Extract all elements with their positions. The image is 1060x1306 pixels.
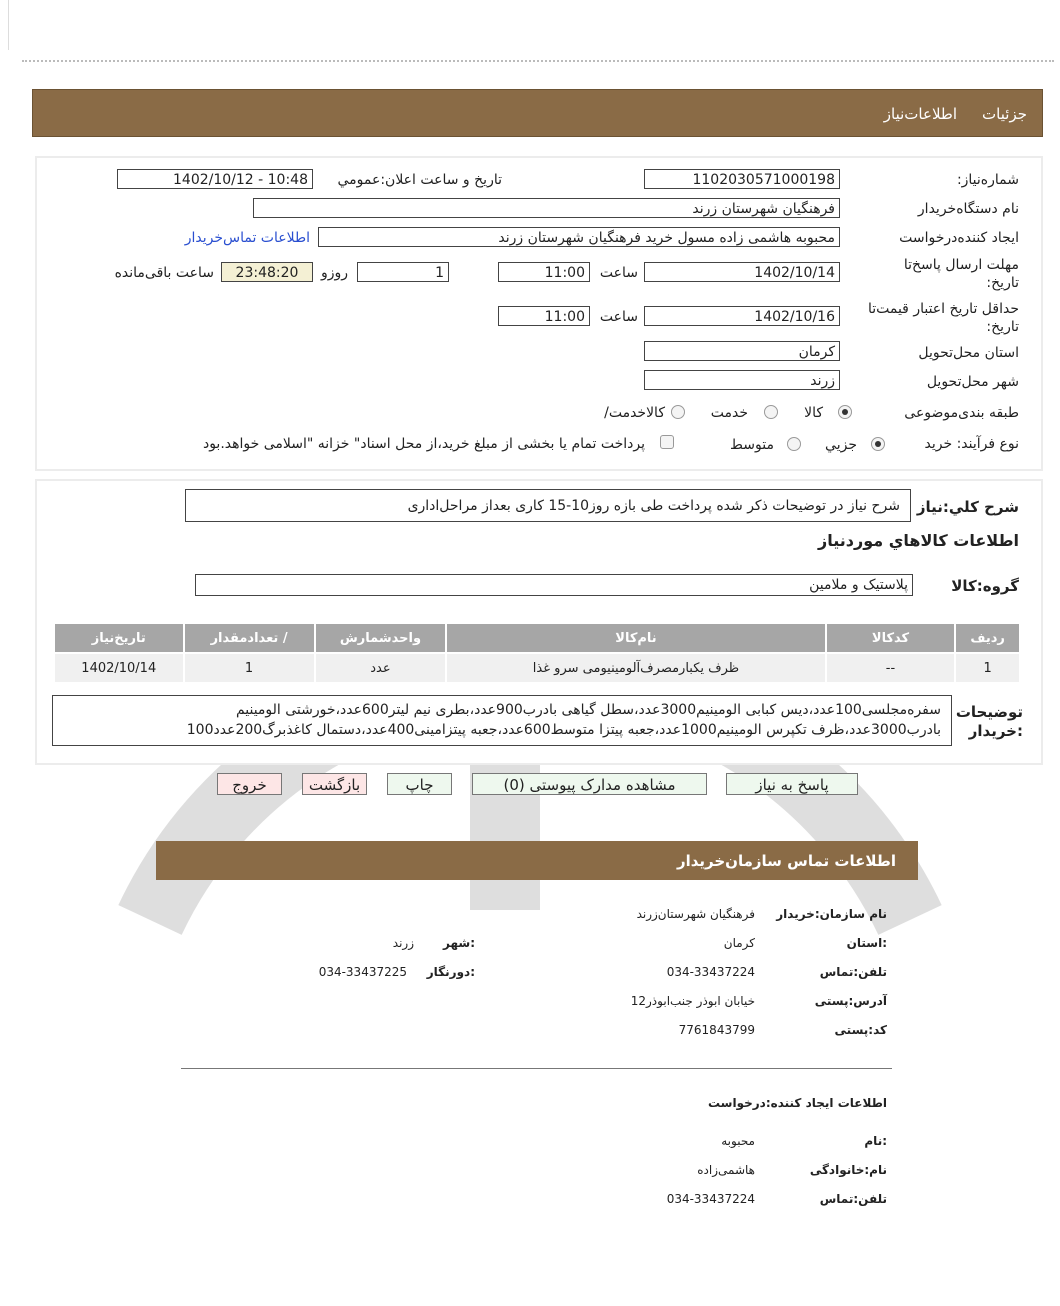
validity-date-field: 1402/10/16 [644,306,840,326]
buyer-contact-title: اطلاعات تماس سازمان‌خریدار [676,852,896,870]
tab-details[interactable]: جزئیات [982,105,1027,123]
col-row-number: ردیف [956,624,1019,652]
contact-address-value: خیابان ابوذر جنب‌ابوذر12 [630,994,755,1008]
contact-province-label: :استان [846,936,887,950]
creator-label: ایجاد کننده‌درخواست [899,230,1019,246]
process-radio-medium[interactable] [787,437,801,451]
org-name-label: نام سازمان:خریدار [776,907,887,921]
contact-divider [181,1068,892,1069]
contact-city-value: زرند [392,936,414,950]
category-label: طبقه بندی‌موضوعی [904,405,1019,421]
cell-row-number: 1 [956,654,1019,682]
buyer-notes-line2: بادرب3000عدد،ظرف تکپرس الومینیم1000عدد،جعبه پیتزا متوسط600عدد،جعبه پیتزامینی400عدد،دستمال کاغذبرگ200عدد100 [186,722,941,738]
city-field: زرند [644,370,840,390]
contact-phone-label: تلفن:تماس [819,965,887,979]
contact-province-value: کرمان [723,936,755,950]
contact-phone-value: 034-33437224 [666,965,755,979]
process-option-medium: متوسط [730,437,774,453]
cell-quantity: 1 [185,654,314,682]
contact-postal-label: کد:پستی [834,1023,887,1037]
category-option-goods: کالا [804,405,823,421]
creator-info-title: اطلاعات ایجاد کننده:درخواست [707,1096,887,1110]
back-button[interactable]: بازگشت [302,773,367,795]
contact-fax-value: 034-33437225 [318,965,407,979]
buyer-org-label: نام دستگاه‌خریدار [917,201,1019,217]
buyer-notes-field [52,695,952,746]
creator-name-value: محبوبه [721,1134,755,1148]
category-radio-service[interactable] [764,405,778,419]
group-label: گروه:کالا [951,577,1019,595]
table-header-row [55,624,1019,652]
creator-family-label: نام:خانوادگی [809,1163,887,1177]
send-time-field: 11:00 [498,262,590,282]
exit-button[interactable]: خروج [217,773,282,795]
need-number-field: 1102030571000198 [644,169,840,189]
send-deadline-label [904,256,1019,292]
top-tab-bar [32,89,1043,137]
category-radio-goods[interactable] [838,405,852,419]
contact-city-label: :شهر [443,936,475,950]
treasury-payment-note: پرداخت تمام یا بخشی از مبلغ خرید،از محل اسناد" خزانه "اسلامی خواهد.بود [202,436,645,452]
send-time-label: ساعت [599,265,638,281]
print-button[interactable]: چاپ [387,773,452,795]
buyer-notes-label [956,703,1023,741]
buyer-notes-line1: سفره‌مجلسی100عدد،دیس کبابی الومینیم3000عدد،سطل گیاهی بادرب900عدد،بطری نیم لیتر600عدد،خورشتی الومینیم [235,702,941,718]
process-option-minor: جزیي [825,437,857,453]
send-deadline-label-line1: مهلت ارسال پاسخ‌تا [903,257,1019,273]
send-date-field: 1402/10/14 [644,262,840,282]
creator-field: محبوبه هاشمی زاده مسول خرید فرهنگیان شهرستان زرند [318,227,840,247]
days-label: روزو [320,265,348,281]
col-quantity: / تعدادمقدار [185,624,314,652]
contact-address-label: آدرس:پستی [814,994,887,1008]
cell-item-code: -- [827,654,955,682]
buyer-contact-header [156,841,918,880]
contact-fax-label: :دورنگار [426,965,475,979]
items-table [53,622,1021,684]
cell-unit: عدد [316,654,446,682]
col-unit: واحدشمارش [316,624,446,652]
page-edge-line [8,0,9,50]
items-section-title: اطلاعات کالاهاي موردنیاز [818,531,1019,550]
group-field: پلاستیک و ملامین [195,574,913,596]
col-item-name: نام‌کالا [447,624,824,652]
min-validity-label-line1: حداقل تاریخ اعتبار قیمت‌تا [867,301,1019,317]
validity-time-label: ساعت [599,309,638,325]
send-deadline-label-line2: تاریخ: [986,275,1019,291]
treasury-payment-checkbox[interactable] [660,435,674,449]
creator-phone-label: تلفن:تماس [819,1192,887,1206]
announce-field: 1402/10/12 - 10:48 [117,169,313,189]
process-radio-minor[interactable] [871,437,885,451]
general-desc-label: شرح کلي:نیاز [916,498,1019,516]
min-validity-label [868,300,1019,336]
category-option-service: خدمت [710,405,748,421]
buyer-notes-label-line1: توضیحات [955,703,1023,721]
province-label: استان محل‌تحویل [918,345,1019,361]
col-item-code: کدکالا [827,624,955,652]
creator-name-label: :نام [864,1134,887,1148]
col-need-date: تاریخ‌نیاز [55,624,183,652]
tab-need-info[interactable]: اطلاعات‌نیاز [883,105,957,123]
remaining-label: ساعت باقی‌مانده [114,265,214,281]
attachments-button[interactable]: مشاهده مدارک پیوستی (0) [472,773,707,795]
category-option-goods-service: کالاخدمت/ [604,405,665,421]
announce-label: تاریخ و ساعت اعلان:عمومي [337,172,502,188]
cell-need-date: 1402/10/14 [55,654,183,682]
remaining-time-field: 23:48:20 [221,262,313,282]
table-row [55,654,1019,682]
creator-phone-value: 034-33437224 [666,1192,755,1206]
contact-postal-value: 7761843799 [678,1023,755,1037]
org-name-value: فرهنگیان شهرستان‌زرند [636,907,755,921]
reply-button[interactable]: پاسخ به نیاز [726,773,858,795]
min-validity-label-line2: تاریخ: [986,319,1019,335]
city-label: شهر محل‌تحویل [926,374,1019,390]
province-field: کرمان [644,341,840,361]
general-desc-field: شرح نیاز در توضیحات ذکر شده پرداخت طی بازه روز10-15 کاری بعداز مراحل‌اداری [185,489,911,522]
buyer-notes-label-line2: :خریدار [968,722,1023,740]
days-field: 1 [357,262,449,282]
buyer-contact-link[interactable]: اطلاعات تماس‌خریدار [184,230,310,246]
buyer-org-field: فرهنگیان شهرستان زرند [253,198,840,218]
cell-item-name: ظرف یکبارمصرف‌آلومینیومی سرو غذا [447,654,824,682]
need-number-label: شماره‌نیاز: [956,172,1019,188]
process-label: نوع فرآیند: خرید [924,436,1019,452]
dotted-divider [22,60,1054,62]
category-radio-goods-service[interactable] [671,405,685,419]
creator-family-value: هاشمی‌زاده [697,1163,755,1177]
validity-time-field: 11:00 [498,306,590,326]
